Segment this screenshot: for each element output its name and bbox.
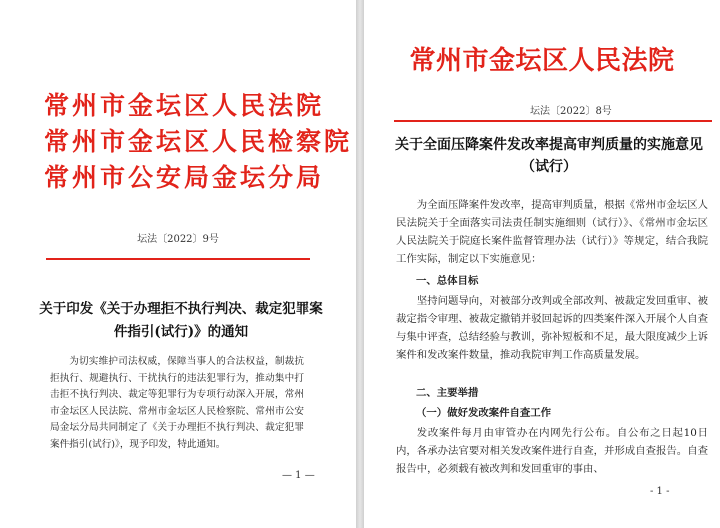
page-number: — 1 — xyxy=(282,470,315,481)
left-document-page xyxy=(0,0,356,528)
document-body: 为切实维护司法权威，保障当事人的合法权益，制裁抗拒执行、规避执行、干扰执行的违法犯罪行为，推动集中打击拒不执行判决、裁定等犯罪行为专项行动深入开展，常州市金坛区人民法院、常州市金坛区人民检察院、常州市公安局金坛分局共同制定了《关于办理拒不执行判决、裁定犯罪案件指引(试行)》，现予印发，特此通知。 xyxy=(50,356,304,450)
measure-paragraph: 发改案件每月由审管办在内网先行公布。自公布之日起10日内，各承办法官要对相关发改案件进行自查，并形成自查报告。自查报告中，必须载有被改判和发回重审的事由、 xyxy=(396,427,708,475)
subsection-heading: （一）做好发改案件自查工作 xyxy=(416,407,552,419)
issuing-org-court: 常州市金坛区人民法院 xyxy=(44,91,325,120)
page-gutter xyxy=(356,0,364,528)
document-title: 关于全面压降案件发改率提高审判质量的实施意见（试行） xyxy=(395,137,703,175)
issuing-org-procuratorate: 常州市金坛区人民检察院 xyxy=(44,127,353,156)
red-separator-line xyxy=(46,258,310,260)
intro-paragraph: 为全面压降案件发改率，提高审判质量，根据《常州市金坛区人民法院关于全面落实司法责任制实施细则（试行）》、《常州市金坛区人民法院关于院庭长案件监督管理办法（试行）》等规定，结合我院工作实际，制定以下实施意见： xyxy=(396,199,708,265)
document-title: 关于印发《关于办理拒不执行判决、裁定犯罪案件指引(试行)》的通知 xyxy=(39,301,323,340)
document-number: 坛法〔2022〕9号 xyxy=(137,234,219,245)
issuing-org-police: 常州市公安局金坛分局 xyxy=(44,163,325,192)
goal-paragraph: 坚持问题导向，对被部分改判或全部改判、被裁定发回重审、被裁定指令审理、被裁定撤销并驳回起诉的四类案件深入开展个人自查与集中评查，总结经验与教训，弥补短板和不足，最大限度减少上诉案件和发改案件数量，推动我院审判工作高质量发展。 xyxy=(396,295,708,361)
red-separator-line xyxy=(394,120,712,122)
section-heading: 一、总体目标 xyxy=(416,275,479,287)
section-heading: 二、主要举措 xyxy=(416,387,479,399)
court-letterhead: 常州市金坛区人民法院 xyxy=(409,46,675,76)
right-document-page xyxy=(364,0,720,528)
document-number: 坛法〔2022〕8号 xyxy=(530,106,612,117)
page-number: - 1 - xyxy=(650,486,670,497)
